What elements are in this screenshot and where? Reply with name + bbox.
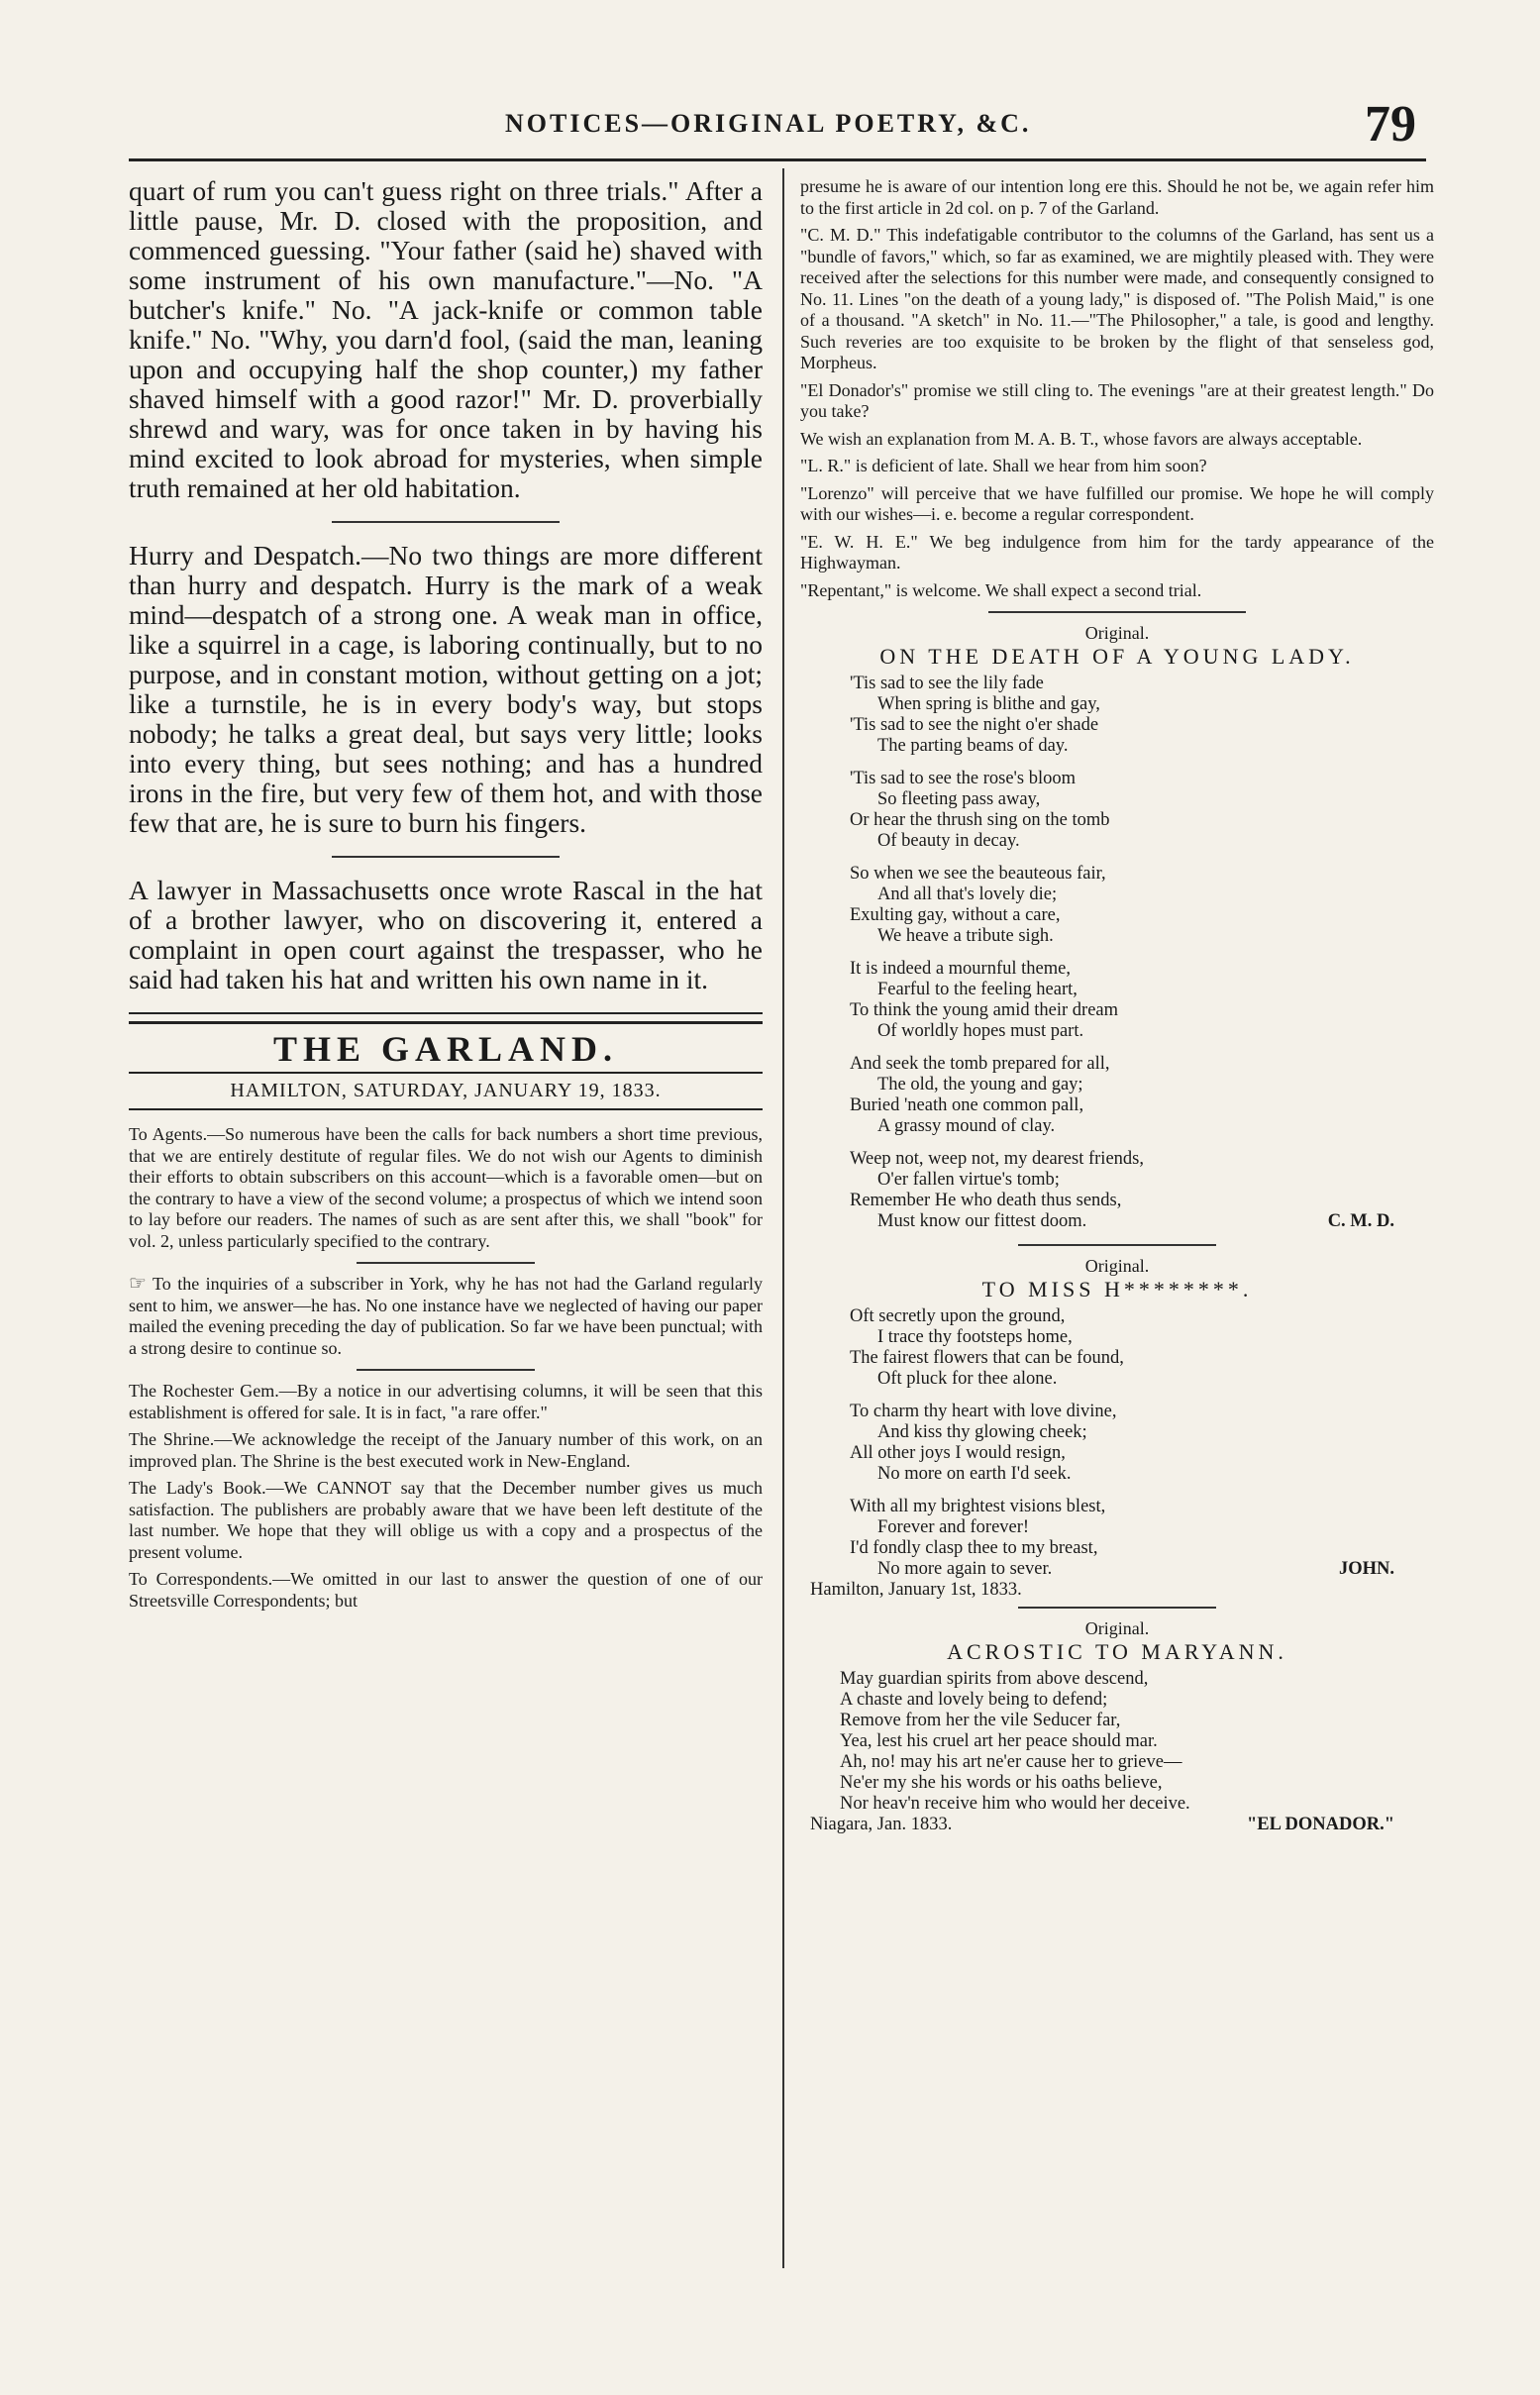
stanza bbox=[850, 1054, 1434, 1137]
poem-line: We heave a tribute sigh. bbox=[877, 926, 1054, 946]
notice-el-donador: "El Donador's" promise we still cling to. The evenings "are at their greatest length." Do you take? bbox=[800, 379, 1434, 421]
poem-line: Buried 'neath one common pall, bbox=[850, 1095, 1084, 1115]
poem-line: Ah, no! may his art ne'er cause her to grieve— bbox=[840, 1752, 1182, 1772]
poem-line: Forever and forever! bbox=[877, 1517, 1030, 1537]
notice-mabt: We wish an explanation from M. A. B. T., whose favors are always acceptable. bbox=[800, 428, 1363, 449]
poem-acrostic bbox=[800, 1618, 1434, 1835]
poem-line: Weep not, weep not, my dearest friends, bbox=[850, 1149, 1144, 1169]
stanza bbox=[840, 1669, 1434, 1815]
notice-lorenzo: "Lorenzo" will perceive that we have fulfilled our promise. We hope he will comply with our wishes—i. e. become a regular correspondent. bbox=[800, 482, 1434, 524]
stanza bbox=[850, 959, 1434, 1042]
page-number: 79 bbox=[1365, 96, 1416, 153]
poem-place-date: Hamilton, January 1st, 1833. bbox=[810, 1580, 1022, 1600]
poem-line: Nor heav'n receive him who would her deceive. bbox=[840, 1794, 1190, 1814]
poem-death-young-lady bbox=[800, 623, 1434, 1232]
poem-line: The old, the young and gay; bbox=[877, 1075, 1083, 1094]
poem-line: And all that's lovely die; bbox=[877, 885, 1058, 904]
stanza bbox=[850, 674, 1434, 757]
poem-signature: C. M. D. bbox=[1327, 1211, 1394, 1231]
masthead-rule bbox=[129, 1012, 763, 1024]
poem-line: So when we see the beauteous fair, bbox=[850, 864, 1106, 884]
poem-line: May guardian spirits from above descend, bbox=[840, 1669, 1149, 1689]
poem-line: When spring is blithe and gay, bbox=[877, 694, 1100, 714]
poem-title: TO MISS H********. bbox=[981, 1277, 1253, 1302]
poem-line: The parting beams of day. bbox=[877, 736, 1069, 756]
left-column bbox=[129, 176, 763, 1617]
poem-line: Ne'er my she his words or his oaths believe, bbox=[840, 1773, 1163, 1793]
column-divider bbox=[782, 168, 784, 2268]
article-paragraph: quart of rum you can't guess right on three trials." After a little pause, Mr. D. closed with the proposition, and commenced guessing. "Your father (said he) shaved with some instrument of his own manufacture."—No. "A butcher's knife." No. "A jack-knife or common table knife." No. "Why, you darn'd fool, (said the man, leaning upon and occupying half the shop counter,) my father shaved himself with a good razor!" Mr. D. proverbially shrewd and wary, was for once taken in by having his mind excited to look abroad for mysteries, when simple truth remained at her old habitation. bbox=[129, 175, 763, 503]
divider bbox=[1018, 1607, 1216, 1609]
notice-continued: presume he is aware of our intention long ere this. Should he not be, we again refer him to the first article in 2d col. on p. 7 of the Garland. bbox=[800, 176, 1434, 218]
page-header bbox=[129, 96, 1426, 153]
header-rule bbox=[129, 158, 1426, 161]
poem-line: 'Tis sad to see the night o'er shade bbox=[850, 715, 1099, 735]
poem-line: The fairest flowers that can be found, bbox=[850, 1348, 1124, 1368]
poem-line: Remember He who death thus sends, bbox=[850, 1191, 1122, 1210]
poem-line: Exulting gay, without a care, bbox=[850, 905, 1061, 925]
notice-lr: "L. R." is deficient of late. Shall we hear from him soon? bbox=[800, 456, 1207, 475]
poem-signature: "EL DONADOR." bbox=[1246, 1815, 1394, 1834]
notice-ladys-book: The Lady's Book.—We CANNOT say that the December number gives us much satisfaction. The publishers are probably aware that we have been left destitute of the last number. We hope that they will oblige us with a copy and a prospectus of the present volume. bbox=[129, 1478, 763, 1562]
notice-rochester-gem: The Rochester Gem.—By a notice in our advertising columns, it will be seen that this establishment is offered for sale. It is in fact, "a rare offer." bbox=[129, 1381, 763, 1422]
stanza bbox=[850, 769, 1434, 852]
poem-footer bbox=[810, 1815, 1434, 1835]
poem-label: Original. bbox=[1084, 623, 1150, 643]
notice-subscriber-text: To the inquiries of a subscriber in York, why he has not had the Garland regularly sent to him, we answer—he has. No one instance have we neglected of having our paper mailed the evening preceding the day of publication. So far we have been punctual; with a strong desire to continue so. bbox=[129, 1274, 763, 1358]
poem-line: I'd fondly clasp thee to my breast, bbox=[850, 1538, 1098, 1558]
poem-line: Or hear the thrush sing on the tomb bbox=[850, 810, 1110, 830]
stanza bbox=[850, 1497, 1434, 1580]
notice-agents: To Agents.—So numerous have been the calls for back numbers a short time previous, that we are entirely destitute of regular files. We do not wish our Agents to diminish their efforts to obtain subscribers on this account—which is a favorable omen—but on the contrary to have a view of the second volume; a prospectus of which we intend soon to lay before our readers. The names of such as are sent after this, we shall "book" for vol. 2, unless particularly specified to the contrary. bbox=[129, 1124, 763, 1251]
notice-shrine: The Shrine.—We acknowledge the receipt of the January number of this work, on an improved plan. The Shrine is the best executed work in New-England. bbox=[129, 1429, 763, 1471]
poem-line: And kiss thy glowing cheek; bbox=[877, 1422, 1087, 1442]
poem-title: ON THE DEATH OF A YOUNG LADY. bbox=[879, 644, 1355, 669]
poem-line: All other joys I would resign, bbox=[850, 1443, 1066, 1463]
dateline: HAMILTON, SATURDAY, JANUARY 19, 1833. bbox=[129, 1072, 763, 1110]
divider bbox=[988, 611, 1246, 613]
article-hurry-despatch: Hurry and Despatch.—No two things are more different than hurry and despatch. Hurry is the mark of a weak mind—despatch of a strong one. A weak man in office, like a squirrel in a cage, is laboring continually, but to no purpose, and in constant motion, without getting on a jot; like a turnstile, he is in every body's way, but stops nobody; he talks a great deal, but says very little; looks into every thing, but sees nothing; and has a hundred irons in the fire, but very few of them hot, and with those few that are, he is sure to burn his fingers. bbox=[129, 540, 763, 838]
poem-line: Remove from her the vile Seducer far, bbox=[840, 1711, 1121, 1730]
poem-line: A chaste and lovely being to defend; bbox=[840, 1690, 1108, 1710]
divider bbox=[332, 856, 560, 858]
poem-label: Original. bbox=[1084, 1618, 1150, 1638]
poem-last-line bbox=[850, 1559, 1434, 1580]
running-title: NOTICES—ORIGINAL POETRY, &C. bbox=[505, 109, 1032, 138]
poem-line: No more on earth I'd seek. bbox=[877, 1464, 1072, 1484]
notice-repentant: "Repentant," is welcome. We shall expect a second trial. bbox=[800, 579, 1202, 600]
poem-line: With all my brightest visions blest, bbox=[850, 1497, 1106, 1516]
poem-line: Of worldly hopes must part. bbox=[877, 1021, 1084, 1041]
poem-line: So fleeting pass away, bbox=[877, 789, 1041, 809]
poem-line: To charm thy heart with love divine, bbox=[850, 1402, 1117, 1421]
poem-last-line bbox=[850, 1211, 1434, 1232]
poem-line: And seek the tomb prepared for all, bbox=[850, 1054, 1110, 1074]
notice-correspondents: To Correspondents.—We omitted in our last to answer the question of one of our Streetsville Correspondents; but bbox=[129, 1569, 763, 1611]
notice-ewhe: "E. W. H. E." We beg indulgence from him for the tardy appearance of the Highwayman. bbox=[800, 531, 1434, 573]
poem-line: It is indeed a mournful theme, bbox=[850, 959, 1071, 979]
poem-line: Oft pluck for thee alone. bbox=[877, 1369, 1058, 1389]
divider bbox=[332, 521, 560, 523]
stanza bbox=[850, 864, 1434, 947]
poem-line: A grassy mound of clay. bbox=[877, 1116, 1056, 1136]
poem-line: To think the young amid their dream bbox=[850, 1000, 1119, 1020]
poem-line: No more again to sever. bbox=[877, 1559, 1053, 1579]
stanza bbox=[850, 1402, 1434, 1485]
poem-line: 'Tis sad to see the rose's bloom bbox=[850, 769, 1076, 788]
poem-place-date: Niagara, Jan. 1833. bbox=[810, 1815, 953, 1834]
poem-line: Of beauty in decay. bbox=[877, 831, 1020, 851]
poem-label: Original. bbox=[1084, 1256, 1150, 1276]
poem-signature: JOHN. bbox=[1338, 1559, 1394, 1579]
divider bbox=[1018, 1244, 1216, 1246]
masthead-title: THE GARLAND. bbox=[272, 1029, 619, 1069]
pointing-hand-icon: ☞ bbox=[129, 1273, 147, 1295]
poem-title: ACROSTIC TO MARYANN. bbox=[947, 1639, 1287, 1664]
stanza bbox=[850, 1149, 1434, 1232]
poem-line: Must know our fittest doom. bbox=[877, 1211, 1087, 1231]
poem-line: Oft secretly upon the ground, bbox=[850, 1306, 1066, 1326]
article-lawyer: A lawyer in Massachusetts once wrote Rascal in the hat of a brother lawyer, who on discovering it, entered a complaint in open court against the trespasser, who he said had taken his hat and written his own name in it. bbox=[129, 875, 763, 994]
right-column bbox=[800, 176, 1434, 1835]
divider bbox=[357, 1369, 535, 1371]
poem-line: Yea, lest his cruel art her peace should mar. bbox=[840, 1731, 1158, 1751]
poem-to-miss-h bbox=[800, 1256, 1434, 1601]
divider bbox=[357, 1262, 535, 1264]
stanza bbox=[850, 1306, 1434, 1390]
poem-line: Fearful to the feeling heart, bbox=[877, 980, 1078, 999]
poem-line: 'Tis sad to see the lily fade bbox=[850, 674, 1044, 693]
poem-line: I trace thy footsteps home, bbox=[877, 1327, 1073, 1347]
poem-line: O'er fallen virtue's tomb; bbox=[877, 1170, 1060, 1190]
notice-cmd: "C. M. D." This indefatigable contributor to the columns of the Garland, has sent us a "bundle of favors," which, so far as examined, we are mightily pleased with. They were received after the selections for this number were made, and consequently consigned to No. 11. Lines "on the death of a young lady," is disposed of. "The Polish Maid," is one of a thousand. "A sketch" in No. 11.—"The Philosopher," a tale, is good and lengthy. Such reveries are too exquisite to be broken by the flight of that senseless god, Morpheus. bbox=[800, 225, 1434, 372]
notice-subscriber bbox=[129, 1274, 763, 1359]
